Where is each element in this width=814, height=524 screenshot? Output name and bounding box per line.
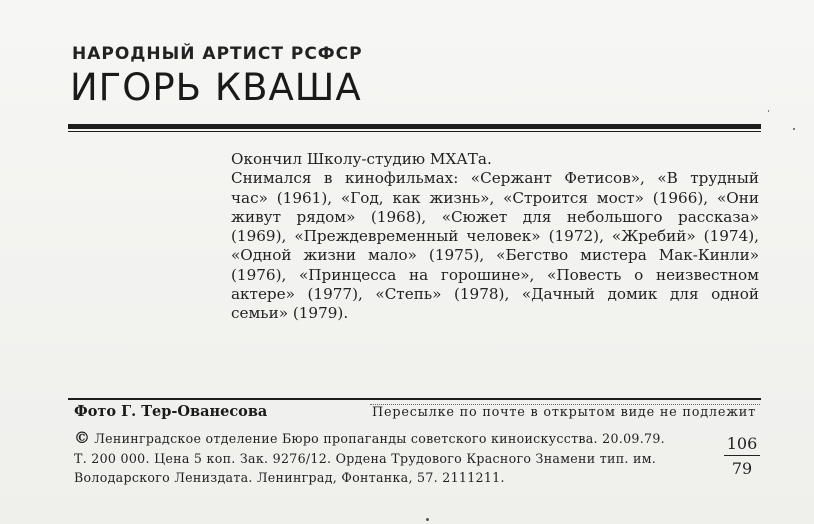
bio-line: семьи» (1979). <box>231 304 349 323</box>
bio-line: актере» (1977), «Степь» (1978), «Дачный домик для одной <box>231 285 759 304</box>
imprint-text: Ленинградское отделение Бюро пропаганды советского киноискусства. 20.09.79. <box>94 431 665 446</box>
copyright-icon: © <box>74 428 91 447</box>
imprint-line: Т. 200 000. Цена 5 коп. Зак. 9276/12. Ордена Трудового Красного Знамени тип. им. <box>74 450 657 466</box>
fraction-bar <box>724 455 760 456</box>
footer-rule <box>68 398 761 400</box>
bio-line: Окончил Школу-студию МХАТа. <box>231 150 492 168</box>
dust-speck <box>426 518 429 521</box>
publisher-imprint <box>74 428 714 488</box>
bio-line: час» (1961), «Год, как жизнь», «Строится мост» (1966), «Они <box>231 188 759 207</box>
biography-text <box>231 150 759 324</box>
catalog-number <box>724 434 760 478</box>
catalog-numerator: 106 <box>726 434 758 453</box>
bio-line: «Одной жизни мало» (1975), «Бегство мистера Мак-Кинли» <box>231 246 759 265</box>
catalog-denominator: 79 <box>731 459 753 478</box>
bio-line: (1969), «Преждевременный человек» (1972), «Жребий» (1974), <box>231 227 759 246</box>
bio-line: живут рядом» (1968), «Сюжет для небольшого рассказа» <box>231 207 759 226</box>
dust-speck <box>768 110 769 112</box>
bio-line: Снимался в кинофильмах: «Сержант Фетисов», «В трудный <box>231 169 759 188</box>
header-rule-thin <box>68 131 761 132</box>
imprint-line <box>74 428 714 449</box>
header-rule-thick <box>68 124 761 129</box>
actor-name: ИГОРЬ КВАША <box>70 66 362 109</box>
dust-speck <box>793 128 795 130</box>
photo-credit: Фото Г. Тер-Ованесова <box>74 403 268 420</box>
postal-note: Пересылке по почте в открытом виде не подлежит <box>372 405 756 420</box>
bio-line: (1976), «Принцесса на горошине», «Повесть о неизвестном <box>231 265 759 284</box>
imprint-line: Володарского Лениздата. Ленинград, Фонтанка, 57. 2111211. <box>74 470 505 485</box>
actor-title: НАРОДНЫЙ АРТИСТ РСФСР <box>72 44 363 64</box>
